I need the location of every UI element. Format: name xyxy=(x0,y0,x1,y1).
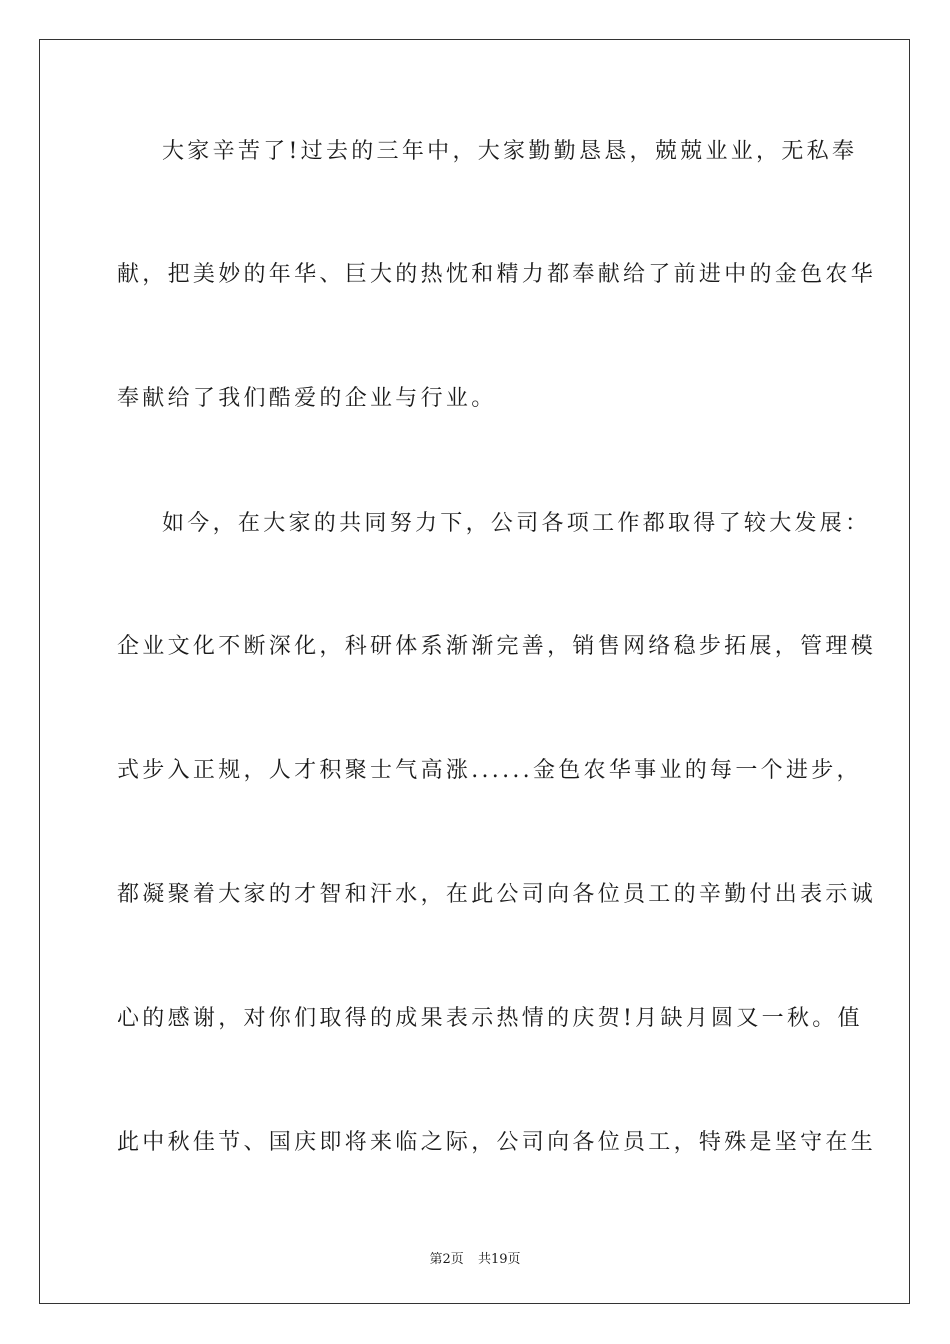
paragraph-2-line-3: 式步入正规，人才积聚士气高涨......金色农华事业的每一个进步， xyxy=(117,758,862,783)
paragraph-1-line-3: 奉献给了我们酷爱的企业与行业。 xyxy=(117,386,497,411)
paragraph-1-line-2: 献，把美妙的年华、巨大的热忱和精力都奉献给了前进中的金色农华 xyxy=(117,262,877,287)
page-number: 第2页 xyxy=(429,1252,464,1267)
page-border xyxy=(39,39,910,1304)
paragraph-2-line-2: 企业文化不断深化，科研体系渐渐完善，销售网络稳步拓展，管理模 xyxy=(117,634,877,659)
paragraph-2-line-5: 心的感谢，对你们取得的成果表示热情的庆贺!月缺月圆又一秋。值 xyxy=(117,1006,863,1031)
paragraph-2-line-4: 都凝聚着大家的才智和汗水，在此公司向各位员工的辛勤付出表示诚 xyxy=(117,882,877,907)
page-footer xyxy=(0,1248,950,1267)
total-pages: 共19页 xyxy=(477,1252,521,1267)
paragraph-2-line-6: 此中秋佳节、国庆即将来临之际，公司向各位员工，特殊是坚守在生 xyxy=(117,1130,877,1155)
paragraph-2-line-1: 如今，在大家的共同努力下，公司各项工作都取得了较大发展： xyxy=(162,511,871,536)
paragraph-1-line-1: 大家辛苦了!过去的三年中，大家勤勤恳恳，兢兢业业，无私奉 xyxy=(162,139,858,164)
